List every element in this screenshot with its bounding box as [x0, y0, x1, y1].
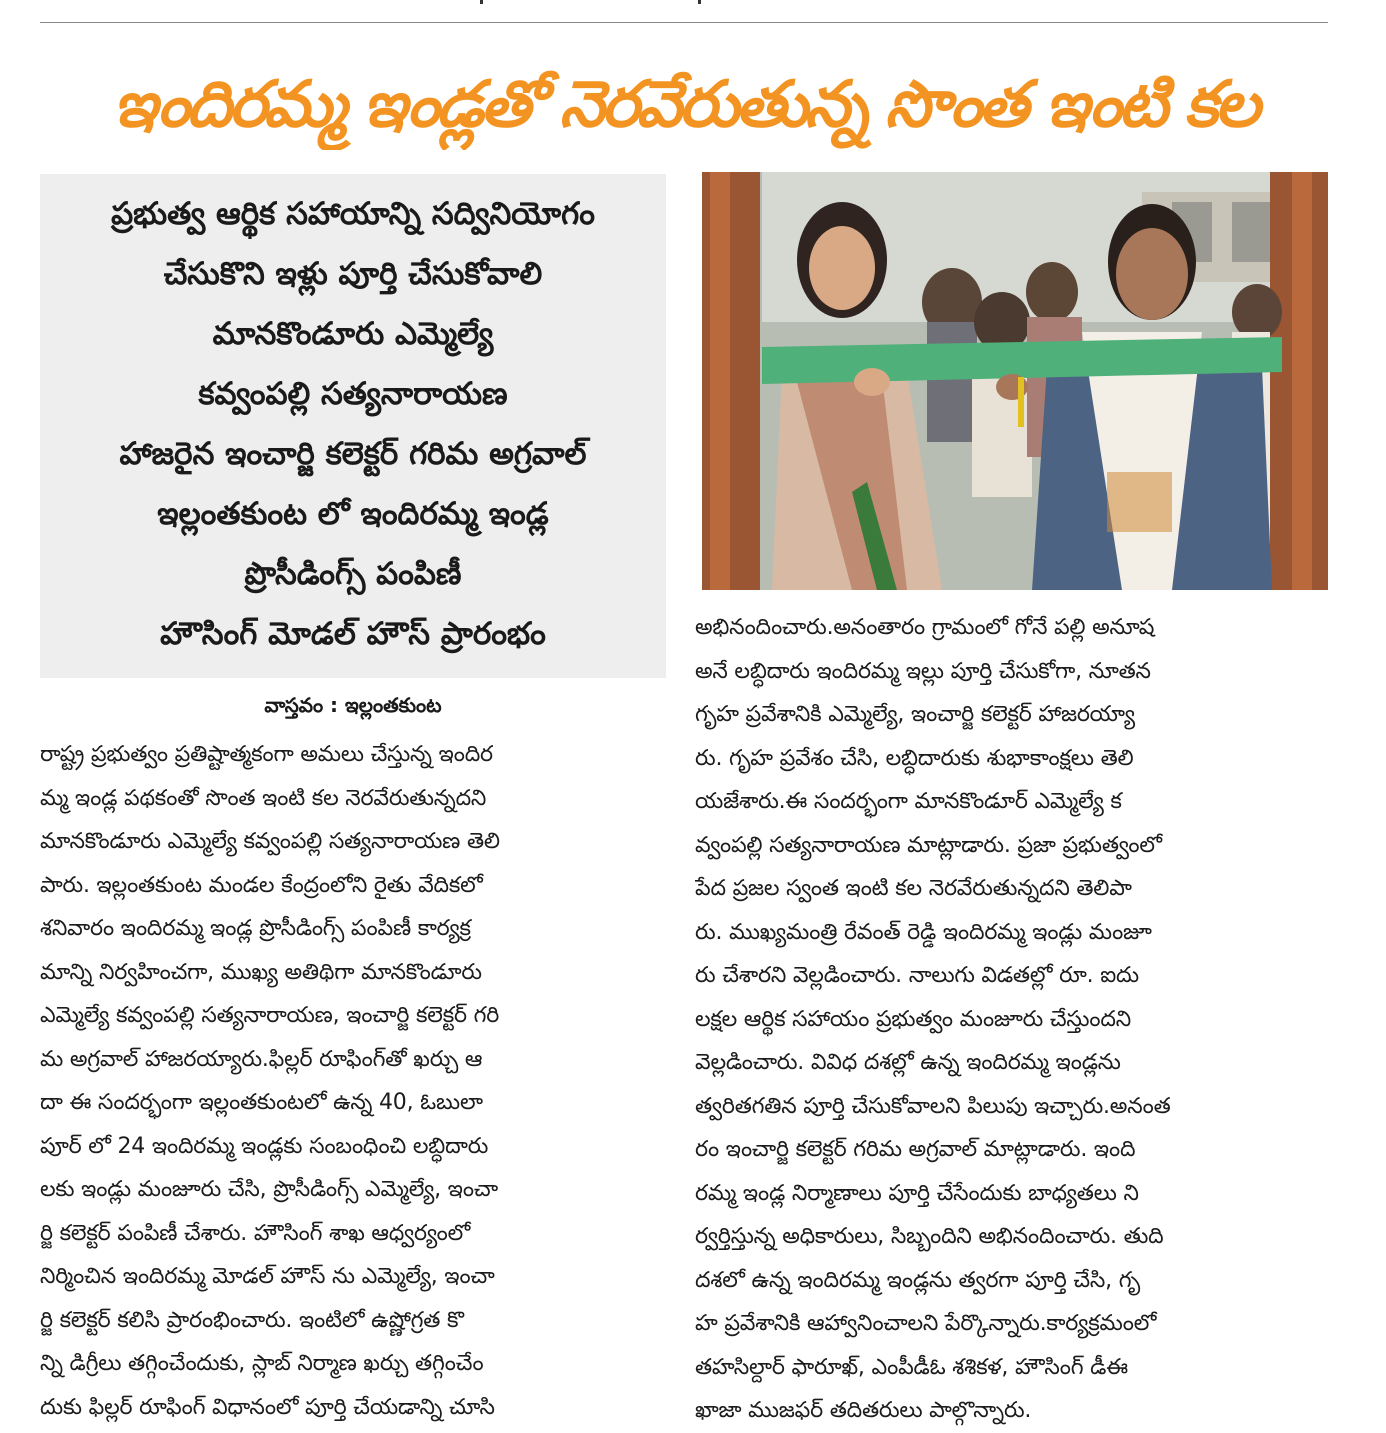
body-line: మాన్ని నిర్వహించగా, ముఖ్య అతిథిగా మానకొండూరు — [40, 959, 482, 985]
body-line: వెల్లడించారు. వివిధ దశల్లో ఉన్న ఇందిరమ్మ ఇండ్లను — [695, 1050, 1121, 1075]
body-line: రు చేశారని వెల్లడించారు. నాలుగు విడతల్లో రూ. ఐదు — [695, 963, 1139, 988]
body-line: రం ఇంచార్జి కలెక్టర్ గరిమ అగ్రవాల్ మాట్లాడారు. ఇంది — [695, 1137, 1136, 1162]
deck-line: ఇల్లంతకుంట లో ఇందిరమ్మ ఇండ్ల — [157, 496, 549, 532]
deck-box — [40, 174, 666, 678]
body-line: లక్షల ఆర్థిక సహాయం ప్రభుత్వం మంజూరు చేస్తుందని — [695, 1006, 1131, 1032]
body-line: యజేశారు.ఈ సందర్భంగా మానకొండూర్ ఎమ్మెల్యే క — [695, 789, 1122, 814]
body-line: రు. ముఖ్యమంత్రి రేవంత్ రెడ్డి ఇందిరమ్మ ఇండ్లు మంజూ — [695, 919, 1152, 945]
body-line: రు. గృహ ప్రవేశం చేసి, లబ్ధిదారుకు శుభాకాంక్షలు తెలి — [695, 745, 1134, 771]
deck-line: మానకొండూరు ఎమ్మెల్యే — [212, 316, 494, 352]
headline: ఇందిరమ్మ ఇండ్లతో నెరవేరుతున్న సొంత ఇంటి కల — [113, 68, 1257, 142]
deck-line: హౌసింగ్ మోడల్ హౌస్ ప్రారంభం — [160, 616, 546, 652]
deck-line: ప్రభుత్వ ఆర్థిక సహాయాన్ని సద్వినియోగం — [111, 196, 595, 232]
body-line: మ్మ ఇండ్ల పథకంతో సొంత ఇంటి కల నెరవేరుతున్నదని — [40, 785, 487, 811]
body-line: లకు ఇండ్లు మంజూరు చేసి, ప్రొసీడింగ్స్ ఎమ్మెల్యే, ఇంచా — [40, 1177, 498, 1202]
body-line: దశలో ఉన్న ఇందిరమ్మ ఇండ్లను త్వరగా పూర్తి చేసి, గృ — [695, 1267, 1140, 1293]
body-line: పారు. ఇల్లంతకుంట మండల కేంద్రంలోని రైతు వేదికలో — [40, 872, 483, 898]
body-line: గృహ ప్రవేశానికి ఎమ్మెల్యే, ఇంచార్జి కలెక్టర్ హాజరయ్యా — [695, 702, 1135, 727]
body-column-right — [695, 606, 1335, 1433]
body-line: ఖాజా ముజఫర్ తదితరులు పాల్గొన్నారు. — [695, 1398, 1032, 1423]
body-line: హ ప్రవేశానికి ఆహ్వానించాలని పేర్కొన్నారు.కార్యక్రమంలో — [695, 1311, 1157, 1336]
ribbon-cutting-photo — [702, 172, 1328, 590]
body-line: అనే లబ్ధిదారు ఇందిరమ్మ ఇల్లు పూర్తి చేసుకోగా, నూతన — [695, 658, 1151, 684]
body-line: దుకు ఫిల్లర్ రూఫింగ్ విధానంలో పూర్తి చేయడాన్ని చూసి — [40, 1394, 495, 1420]
top-rule — [40, 22, 1328, 23]
body-line: శనివారం ఇందిరమ్మ ఇండ్ల ప్రొసీడింగ్స్ పంపిణీ కార్యక్ర — [40, 916, 471, 941]
body-line: రాష్ట్ర ప్రభుత్వం ప్రతిష్టాత్మకంగా అమలు చేస్తున్న ఇందిర — [40, 742, 493, 767]
body-line: వ్వంపల్లి సత్యనారాయణ మాట్లాడారు. ప్రజా ప్రభుత్వంలో — [695, 832, 1162, 858]
body-line: మ అగ్రవాల్ హాజరయ్యారు.ఫిల్లర్ రూఫింగ్‌తో ఖర్చు ఆ — [40, 1046, 483, 1072]
body-line: రమ్మ ఇండ్ల నిర్మాణాలు పూర్తి చేసేందుకు బాధ్యతలు ని — [695, 1180, 1139, 1206]
body-line: నిర్మించిన ఇందిరమ్మ మోడల్ హౌస్ ను ఎమ్మెల్యే, ఇంచా — [40, 1264, 495, 1289]
dateline: వాస్తవం : ఇల్లంతకుంట — [264, 693, 442, 717]
body-line: పూర్ లో 24 ఇందిరమ్మ ఇండ్లకు సంబంధించి లబ్ధిదారు — [40, 1133, 489, 1159]
body-line: మానకొండూరు ఎమ్మెల్యే కవ్వంపల్లి సత్యనారాయణ తెలి — [40, 829, 500, 854]
body-line: తహసిల్దార్ ఫారూఖ్, ఎంపీడీఓ శశికళ, హౌసింగ్ డీఈ — [695, 1354, 1128, 1380]
news-photo — [702, 172, 1328, 590]
body-line: ర్జి కలెక్టర్ పంపిణీ చేశారు. హౌసింగ్ శాఖ ఆధ్వర్యంలో — [40, 1220, 471, 1246]
body-line: ర్వర్తిస్తున్న అధికారులు, సిబ్బందిని అభినందించారు. తుది — [695, 1224, 1164, 1249]
body-line: అభినందించారు.అనంతారం గ్రామంలో గోనే పల్లి అనూష — [695, 615, 1155, 640]
deck-line: చేసుకొని ఇళ్లు పూర్తి చేసుకోవాలి — [163, 256, 543, 292]
deck-line: హాజరైన ఇంచార్జి కలెక్టర్ గరిమ అగ్రవాల్ — [119, 436, 587, 472]
body-line: ఎమ్మెల్యే కవ్వంపల్లి సత్యనారాయణ, ఇంచార్జి కలెక్టర్ గరి — [40, 1003, 500, 1028]
deck-line: కవ్వంపల్లి సత్యనారాయణ — [198, 376, 508, 412]
cropped-text-fragment — [470, 0, 710, 4]
body-line: న్ని డిగ్రీలు తగ్గించేందుకు, స్లాబ్ నిర్మాణ ఖర్చు తగ్గించేం — [40, 1351, 484, 1376]
body-line: త్వరితగతిన పూర్తి చేసుకోవాలని పిలుపు ఇచ్చారు.అనంత — [695, 1093, 1171, 1119]
body-line: దా ఈ సందర్భంగా ఇల్లంతకుంటలో ఉన్న 40, ఓబులా — [40, 1090, 483, 1115]
body-line: ర్జి కలెక్టర్ కలిసి ప్రారంభించారు. ఇంటిలో ఉష్ణోగ్రత కొ — [40, 1307, 464, 1333]
body-column-left — [40, 733, 680, 1429]
deck-line: ప్రొసీడింగ్స్ పంపిణీ — [244, 556, 462, 592]
body-line: పేద ప్రజల స్వంత ఇంటి కల నెరవేరుతున్నదని తెలిపా — [695, 876, 1132, 901]
